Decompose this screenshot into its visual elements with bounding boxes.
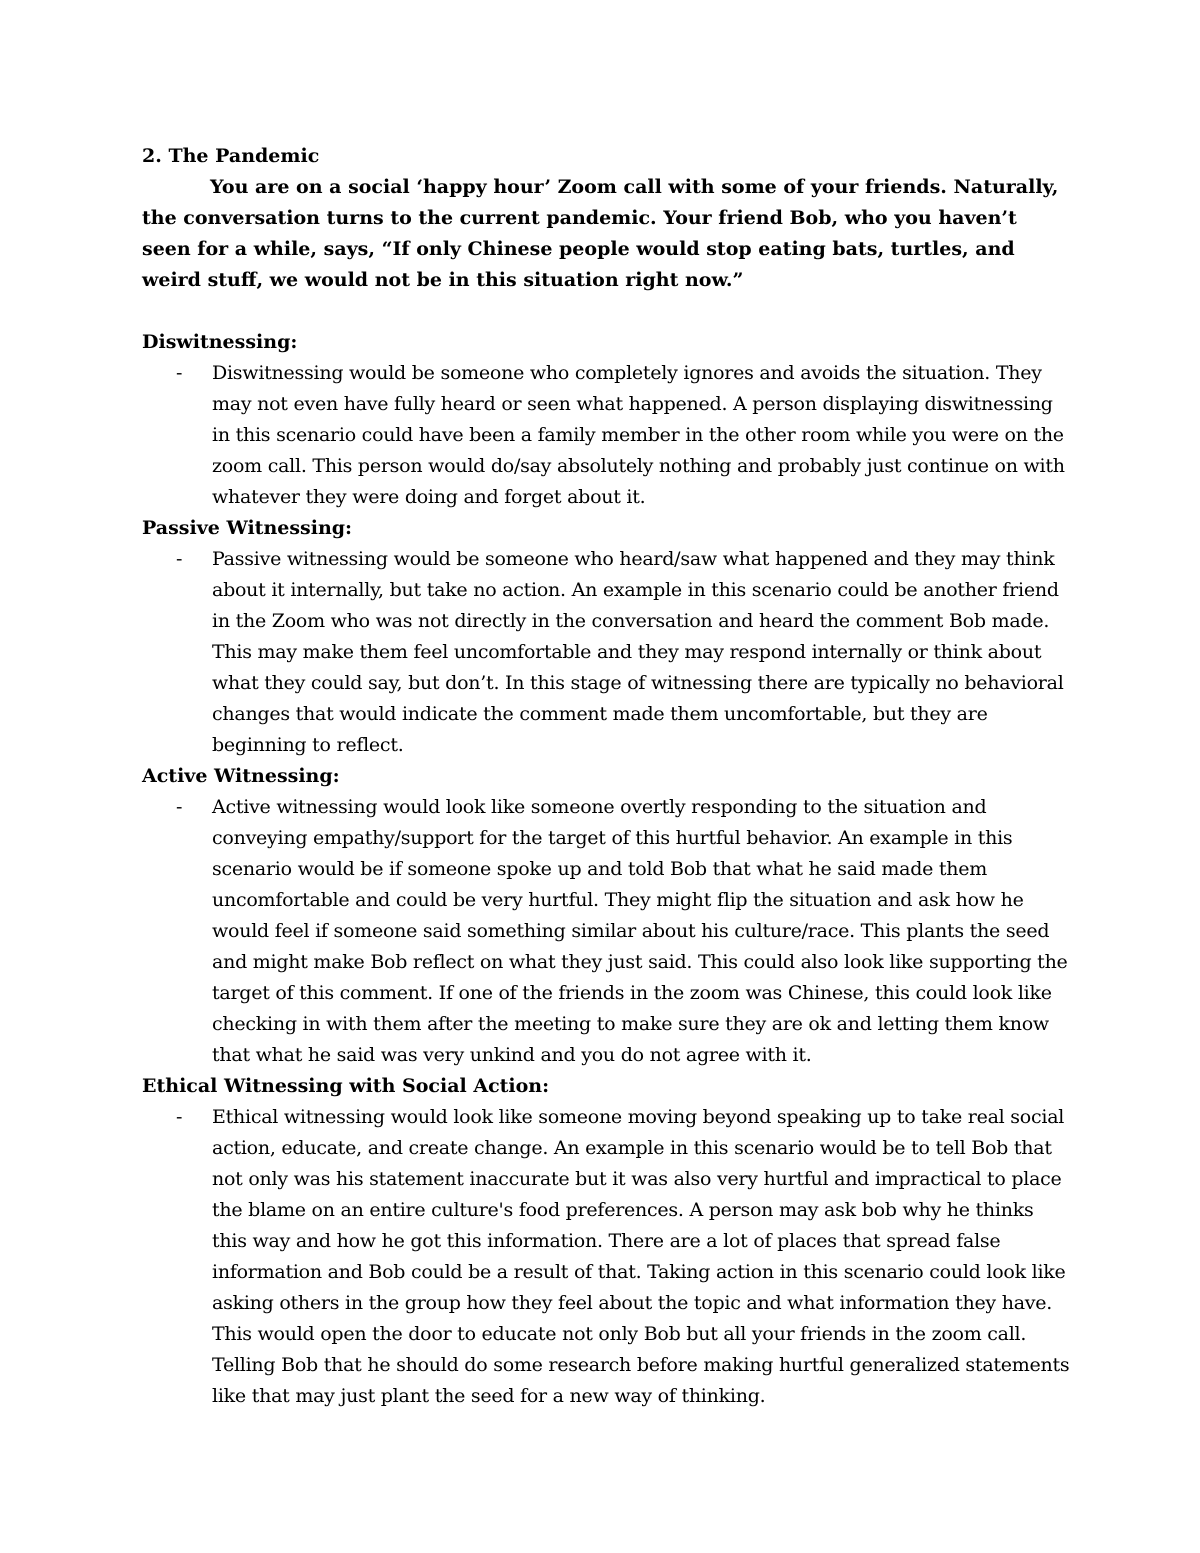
bullet-text: Active witnessing would look like someone overtly responding to the situation and conveying empathy/support for the target of this hurtful behavior. An example in this scenario would be if someone spoke up and told Bob that what he said made them uncomfortable and could be very hurtful. They might flip the situation and ask how he would feel if someone said something similar about his culture/race. This plants the seed and might make Bob reflect on what they just said. This could also look like supporting the target of this comment. If one of the friends in the zoom was Chinese, this could look like checking in with them after the meeting to make sure they are ok and letting them know that what he said was very unkind and you do not agree with it. (212, 796, 1068, 1066)
section-title: Passive Witnessing: (142, 517, 353, 539)
bullet-text: Ethical witnessing would look like someone moving beyond speaking up to take real social action, educate, and create change. An example in this scenario would be to tell Bob that not only was his statement inaccurate but it was also very hurtful and impractical to place the blame on an entire culture's food preferences. A person may ask bob why he thinks this way and how he got this information. There are a lot of places that spread false information and Bob could be a result of that. Taking action in this scenario could look like asking others in the group how they feel about the topic and what information they have. This would open the door to educate not only Bob but all your friends in the zoom call. Telling Bob that he should do some research before making hurtful generalized statements like that may just plant the seed for a new way of thinking. (212, 1106, 1070, 1407)
bullet-dash: - (176, 362, 183, 384)
bullet-dash: - (176, 796, 183, 818)
bullet-item (142, 792, 1072, 1071)
bullet-item (142, 544, 1072, 761)
section-diswitnessing (142, 327, 1072, 513)
section-title: Active Witnessing: (142, 765, 340, 787)
spacer (142, 296, 1072, 327)
scenario-prompt: You are on a social ‘happy hour’ Zoom call with some of your friends. Naturally, the conversation turns to the current pandemic. Your friend Bob, who you haven’t seen for a while, says, “If only Chinese people would stop eating bats, turtles, and weird stuff, we would not be in this situation right now.” (142, 176, 1059, 291)
bullet-dash: - (176, 548, 183, 570)
bullet-text: Diswitnessing would be someone who completely ignores and avoids the situation. They may not even have fully heard or seen what happened. A person displaying diswitnessing in this scenario could have been a family member in the other room while you were on the zoom call. This person would do/say absolutely nothing and probably just continue on with whatever they were doing and forget about it. (212, 362, 1065, 508)
document-heading: 2. The Pandemic (142, 145, 320, 167)
section-ethical-witnessing (142, 1071, 1072, 1412)
bullet-text: Passive witnessing would be someone who heard/saw what happened and they may think about it internally, but take no action. An example in this scenario could be another friend in the Zoom who was not directly in the conversation and heard the comment Bob made. This may make them feel uncomfortable and they may respond internally or think about what they could say, but don’t. In this stage of witnessing there are typically no behavioral changes that would indicate the comment made them uncomfortable, but they are beginning to reflect. (212, 548, 1064, 756)
bullet-item (142, 1102, 1072, 1412)
document-page (142, 141, 1072, 1412)
section-active-witnessing (142, 761, 1072, 1071)
section-title: Diswitnessing: (142, 331, 298, 353)
bullet-dash: - (176, 1106, 183, 1128)
bullet-item (142, 358, 1072, 513)
section-title: Ethical Witnessing with Social Action: (142, 1075, 550, 1097)
section-passive-witnessing (142, 513, 1072, 761)
